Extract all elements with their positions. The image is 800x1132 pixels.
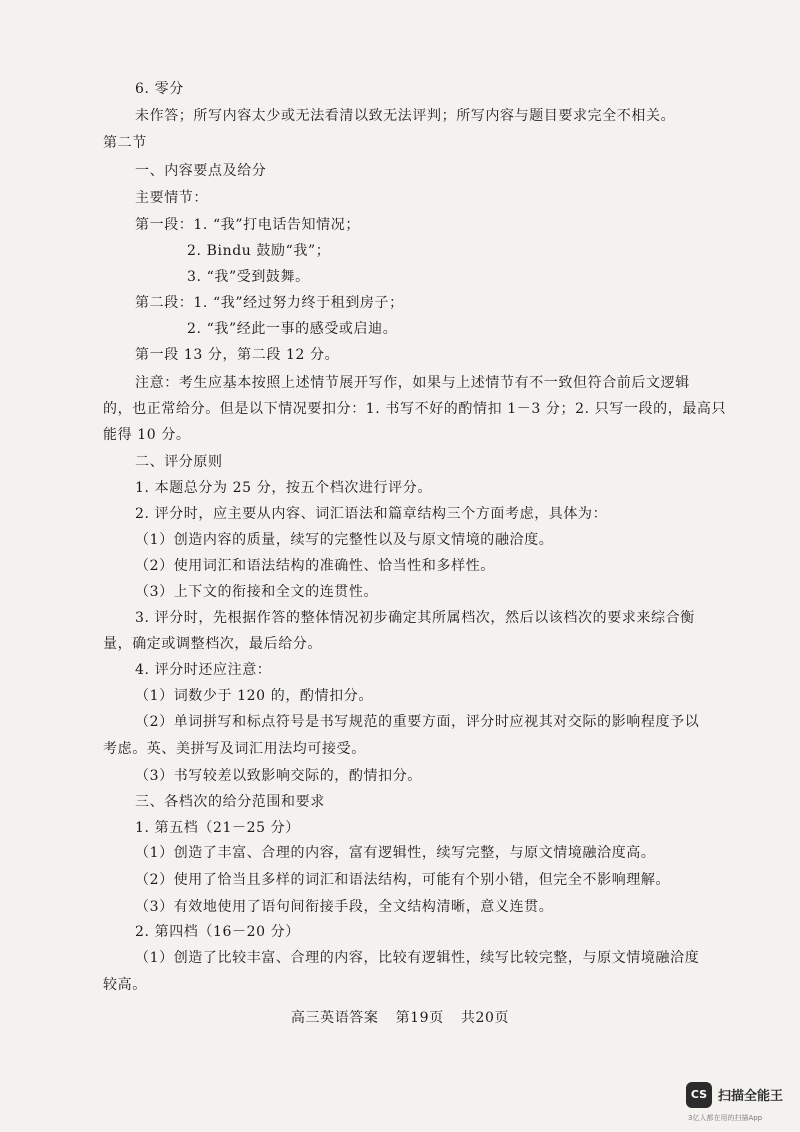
text-line: （1）创造了比较丰富、合理的内容，比较有逻辑性，续写比较完整，与原文情境融洽度 xyxy=(135,950,700,966)
scanner-watermark xyxy=(686,1082,796,1128)
footer-subject: 高三英语答案 xyxy=(290,1010,379,1026)
text-line: 较高。 xyxy=(103,977,147,993)
footer-total-pages: 共20页 xyxy=(460,1010,510,1026)
text-line: （3）书写较差以致影响交际的，酌情扣分。 xyxy=(135,768,422,784)
section-heading: 二、评分原则 xyxy=(135,454,223,470)
text-line: 量，确定或调整档次，最后给分。 xyxy=(103,636,322,652)
text-line: （1）创造了丰富、合理的内容，富有逻辑性，续写完整，与原文情境融洽度高。 xyxy=(135,845,656,861)
page-footer xyxy=(0,1007,800,1027)
text-line: 2. “我”经此一事的感受或启迪。 xyxy=(187,321,398,337)
text-line: 第二段：1. “我”经过努力终于租到房子； xyxy=(135,295,404,311)
text-line: 4. 评分时还应注意： xyxy=(135,662,272,678)
section-heading: 6. 零分 xyxy=(135,81,184,97)
camscanner-logo-icon: CS xyxy=(686,1082,712,1108)
text-line: 第一段 13 分，第二段 12 分。 xyxy=(135,347,340,363)
text-line: 考虑。英、美拼写及词汇用法均可接受。 xyxy=(103,741,366,757)
footer-page-number: 第19页 xyxy=(395,1010,444,1026)
text-line: 3. “我”受到鼓舞。 xyxy=(187,269,310,285)
text-line: 未作答；所写内容太少或无法看清以致无法评判；所写内容与题目要求完全不相关。 xyxy=(135,108,676,124)
text-line: （1）词数少于 120 的，酌情扣分。 xyxy=(135,688,373,704)
watermark-tagline: 3亿人都在用的扫描App xyxy=(688,1114,763,1122)
text-line: 能得 10 分。 xyxy=(103,427,191,443)
watermark-brand: 扫描全能王 xyxy=(718,1089,784,1104)
text-line: （2）使用了恰当且多样的词汇和语法结构，可能有个别小错，但完全不影响理解。 xyxy=(135,872,671,888)
section-heading: 三、各档次的给分范围和要求 xyxy=(135,794,325,810)
text-line: （3）有效地使用了语句间衔接手段，全文结构清晰，意义连贯。 xyxy=(135,899,554,915)
section-heading: 一、内容要点及给分 xyxy=(135,163,267,179)
text-line: （3）上下文的衔接和全文的连贯性。 xyxy=(135,584,379,600)
text-line: 注意：考生应基本按照上述情节展开写作，如果与上述情节有不一致但符合前后文逻辑 xyxy=(135,375,690,391)
text-line: （2）单词拼写和标点符号是书写规范的重要方面，评分时应视其对交际的影响程度予以 xyxy=(135,714,700,730)
section-heading: 第二节 xyxy=(103,135,147,151)
text-line: 2. 第四档（16－20 分） xyxy=(135,924,300,940)
text-line: 2. Bindu 鼓励“我”； xyxy=(187,243,331,259)
text-line: （1）创造内容的质量，续写的完整性以及与原文情境的融洽度。 xyxy=(135,532,554,548)
text-line: 的，也正常给分。但是以下情况要扣分：1. 书写不好的酌情扣 1－3 分；2. 只写一段的，最高只 xyxy=(103,401,727,417)
text-line: 3. 评分时，先根据作答的整体情况初步确定其所属档次，然后以该档次的要求来综合衡 xyxy=(135,610,695,626)
text-line: 主要情节： xyxy=(135,190,208,206)
text-line: 2. 评分时，应主要从内容、词汇语法和篇章结构三个方面考虑，具体为： xyxy=(135,506,608,522)
text-line: 1. 本题总分为 25 分，按五个档次进行评分。 xyxy=(135,480,432,496)
text-line: 1. 第五档（21－25 分） xyxy=(135,820,300,836)
text-line: 第一段：1. “我”打电话告知情况； xyxy=(135,217,360,233)
text-line: （2）使用词汇和语法结构的准确性、恰当性和多样性。 xyxy=(135,558,495,574)
